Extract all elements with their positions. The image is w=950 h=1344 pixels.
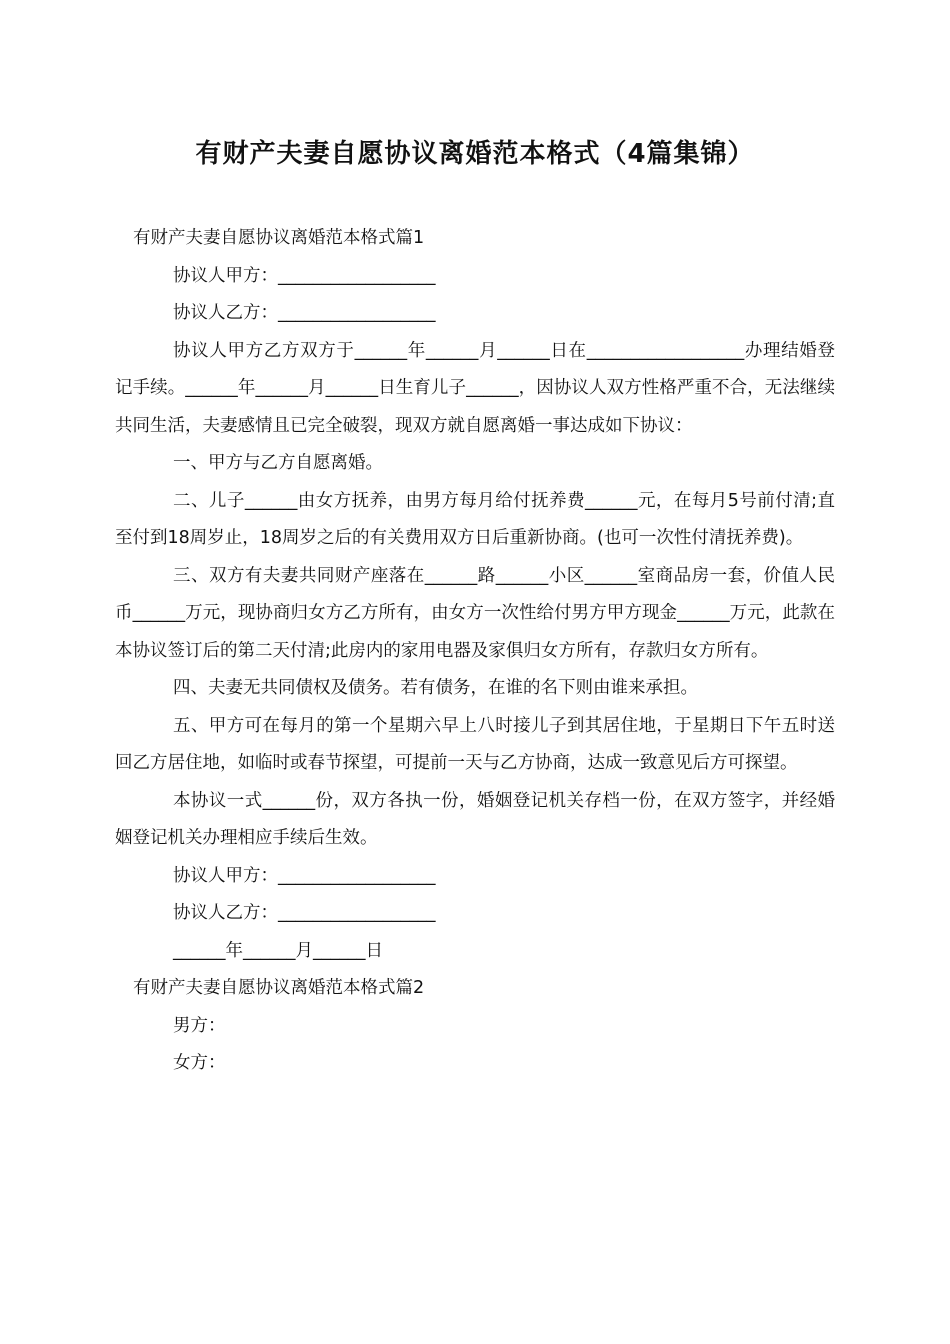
signature-date: ______年______月______日: [173, 940, 383, 961]
clause-2: 二、儿子______由女方抚养，由男方每月给付抚养费______元，在每月5号前付清;直至付到18周岁止，18周岁之后的有关费用双方日后重新协商。(也可一次性付清抚养费)。: [115, 490, 835, 548]
party-b-line: 协议人乙方：__________________: [173, 303, 436, 323]
intro-paragraph: 协议人甲方乙方双方于______年______月______日在__________________办理结婚登记手续。______年______月______日生育儿子______，因协议人双方性格严重不合，无法继续共同生活，夫妻感情且已完全破裂，现双方就自愿离婚一事达成如下协议：: [115, 340, 835, 436]
document-body: [115, 220, 835, 1083]
clause-5: 五、甲方可在每月的第一个星期六早上八时接儿子到其居住地，于星期日下午五时送回乙方居住地，如临时或春节探望，可提前一天与乙方协商，达成一致意见后方可探望。: [115, 715, 835, 773]
female-label: 女方：: [173, 1053, 226, 1073]
section-heading-2: 有财产夫妻自愿协议离婚范本格式篇2: [133, 978, 425, 998]
signature-party-b: 协议人乙方：__________________: [173, 903, 436, 923]
section-heading-1: 有财产夫妻自愿协议离婚范本格式篇1: [133, 228, 425, 248]
signature-party-a: 协议人甲方：__________________: [173, 865, 436, 886]
party-a-line: 协议人甲方：__________________: [173, 265, 436, 286]
clause-1: 一、甲方与乙方自愿离婚。: [173, 453, 383, 473]
document-title: 有财产夫妻自愿协议离婚范本格式（4篇集锦）: [195, 139, 755, 169]
male-label: 男方：: [173, 1015, 226, 1036]
closing-paragraph: 本协议一式______份，双方各执一份，婚姻登记机关存档一份，在双方签字，并经婚姻登记机关办理相应手续后生效。: [115, 790, 835, 848]
clause-4: 四、夫妻无共同债权及债务。若有债务，在谁的名下则由谁来承担。: [173, 678, 698, 698]
clause-3: 三、双方有夫妻共同财产座落在______路______小区______室商品房一套，价值人民币______万元，现协商归女方乙方所有，由女方一次性给付男方甲方现金______万元，此款在本协议签订后的第二天付清;此房内的家用电器及家俱归女方所有，存款归女方所有。: [115, 565, 835, 661]
